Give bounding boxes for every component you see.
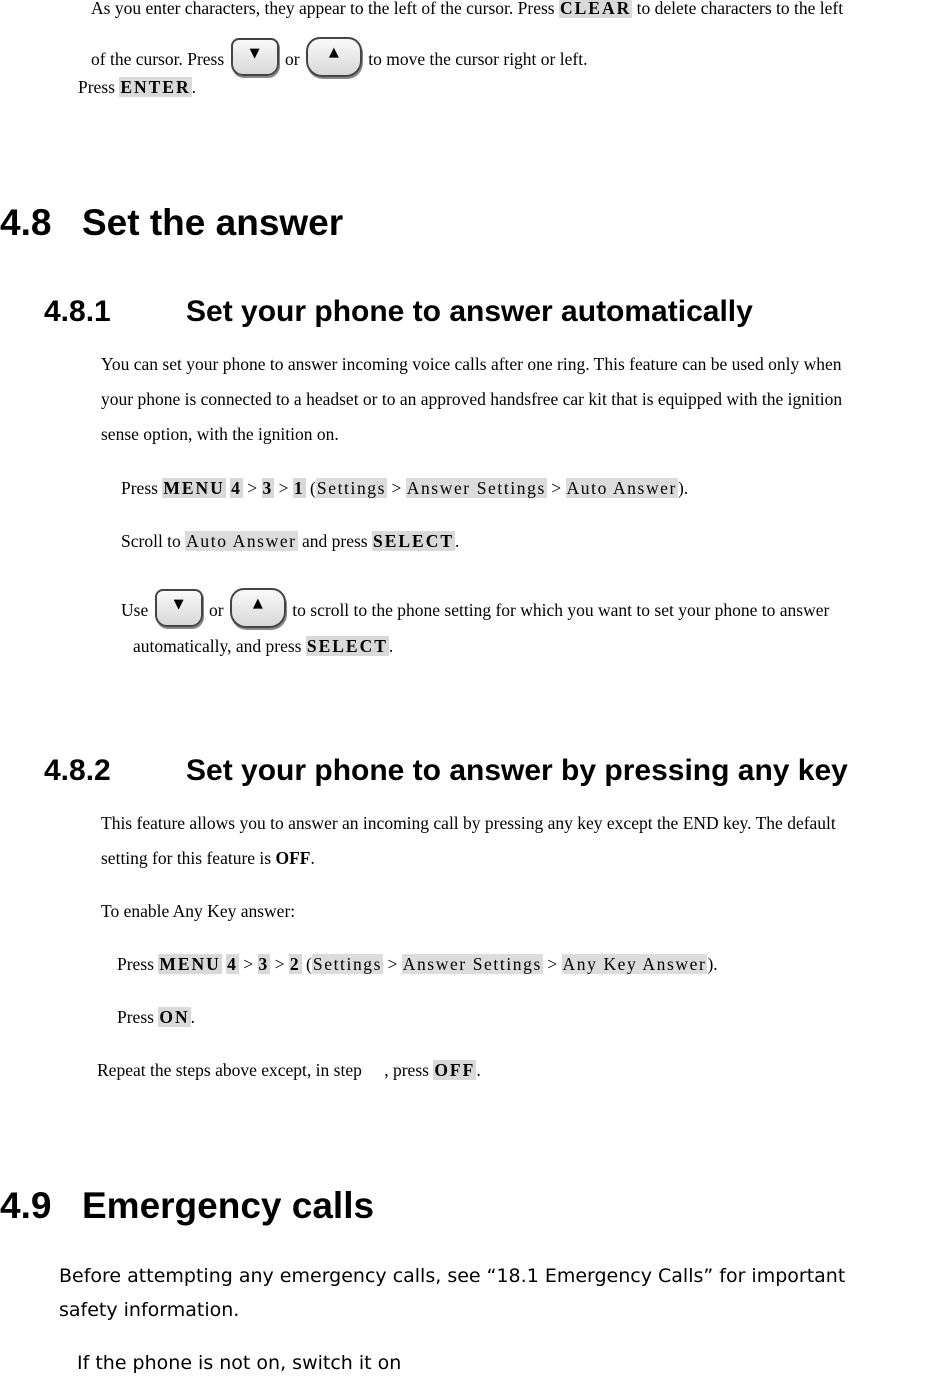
scroll-down-key-icon: ▼	[155, 589, 203, 627]
menu-key: MENU	[163, 478, 225, 498]
screen-item-settings: Settings	[316, 478, 387, 498]
scroll-up-key-icon: ▲	[230, 588, 286, 628]
sec481-step-1: Press MENU 4 > 3 > 1 (Settings > Answer Settings > Auto Answer).	[121, 478, 689, 498]
intro-line-2: of the cursor. Press ▼ or ▲ to move the cursor right or left.	[91, 45, 587, 77]
intro-line-3: Press ENTER.	[78, 77, 196, 97]
screen-item-auto-answer: Auto Answer	[186, 531, 297, 551]
select-key: SELECT	[372, 531, 455, 551]
off-key: OFF	[434, 1060, 476, 1080]
screen-item-answer-settings: Answer Settings	[402, 954, 542, 974]
menu-key: MENU	[159, 954, 221, 974]
sec49-para-line-2: safety information.	[59, 1299, 240, 1321]
sec482-step-1: Press MENU 4 > 3 > 2 (Settings > Answer Settings > Any Key Answer).	[117, 954, 718, 974]
digit-key: 2	[289, 954, 301, 974]
select-key: SELECT	[306, 636, 388, 656]
screen-item-any-key-answer: Any Key Answer	[562, 954, 707, 974]
digit-key: 1	[293, 478, 305, 498]
intro-line-1: As you enter characters, they appear to the left of the cursor. Press CLEAR to delete characters to the left	[91, 0, 844, 18]
clear-key: CLEAR	[559, 0, 632, 18]
sec49-para-line-3: If the phone is not on, switch it on	[77, 1352, 402, 1374]
sec481-para-line-1: You can set your phone to answer incoming voice calls after one ring. This feature can be used only when	[101, 354, 842, 374]
sec481-step-3: Use ▼ or ▲ to scroll to the phone setting for which you want to set your phone to answer	[121, 596, 829, 628]
enter-key: ENTER	[120, 77, 191, 97]
screen-item-answer-settings: Answer Settings	[406, 478, 546, 498]
sec481-para-line-3: sense option, with the ignition on.	[101, 424, 339, 444]
sec482-repeat-text: Repeat the steps above except, in step , press OFF.	[97, 1060, 481, 1080]
sec481-step-3-cont: automatically, and press SELECT.	[133, 636, 394, 656]
digit-key: 4	[231, 478, 242, 498]
sec482-enable-text: To enable Any Key answer:	[101, 901, 296, 921]
on-key: ON	[159, 1007, 190, 1027]
sec49-para-line-1: Before attempting any emergency calls, see “18.1 Emergency Calls” for important	[59, 1265, 846, 1287]
screen-item-auto-answer: Auto Answer	[566, 478, 677, 498]
sec482-para-line-1: This feature allows you to answer an incoming call by pressing any key except the END key. The default	[101, 813, 836, 833]
screen-item-settings: Settings	[312, 954, 383, 974]
digit-key: 4	[227, 954, 238, 974]
sec482-para-line-2: setting for this feature is OFF.	[101, 848, 315, 868]
sec481-para-line-2: your phone is connected to a headset or to an approved handsfree car kit that is equipped with the ignition	[101, 389, 843, 409]
scroll-up-key-icon: ▲	[306, 37, 362, 77]
digit-key: 3	[258, 954, 270, 974]
sec481-step-2: Scroll to Auto Answer and press SELECT.	[121, 531, 460, 551]
digit-key: 3	[262, 478, 274, 498]
scroll-down-key-icon: ▼	[231, 38, 279, 76]
sec482-step-2: Press ON.	[117, 1007, 195, 1027]
